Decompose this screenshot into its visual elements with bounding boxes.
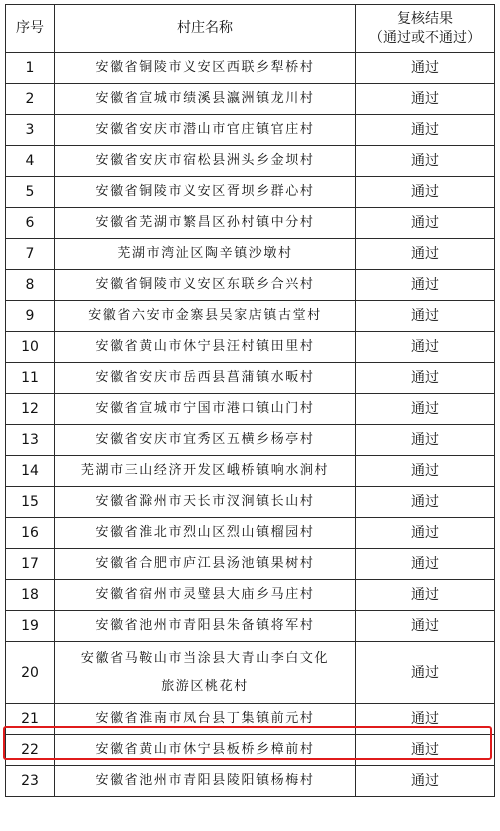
- table-row: [6, 146, 495, 177]
- village-name: 安徽省安庆市岳西县菖蒲镇水畈村: [55, 363, 356, 394]
- review-result: 通过: [356, 177, 495, 208]
- row-number: 13: [6, 425, 55, 456]
- review-result: 通过: [356, 301, 495, 332]
- table-row: [6, 301, 495, 332]
- village-name: 安徽省宣城市绩溪县瀛洲镇龙川村: [55, 84, 356, 115]
- village-name: 芜湖市湾沚区陶辛镇沙墩村: [55, 239, 356, 270]
- table-row: [6, 270, 495, 301]
- row-number: 4: [6, 146, 55, 177]
- row-number: 23: [6, 766, 55, 797]
- table-row-highlighted: [6, 704, 495, 735]
- review-result: 通过: [356, 270, 495, 301]
- village-name: 安徽省六安市金寨县吴家店镇古堂村: [55, 301, 356, 332]
- village-name: 安徽省宿州市灵璧县大庙乡马庄村: [55, 580, 356, 611]
- village-name: 安徽省淮南市凤台县丁集镇前元村: [55, 704, 356, 735]
- row-number: 18: [6, 580, 55, 611]
- table-row: [6, 487, 495, 518]
- village-name-line1: 安徽省马鞍山市当涂县大青山李白文化: [80, 650, 330, 666]
- header-result-line1: 复核结果: [397, 10, 453, 27]
- table-row: [6, 642, 495, 704]
- village-name: 安徽省滁州市天长市汊涧镇长山村: [55, 487, 356, 518]
- review-result: 通过: [356, 239, 495, 270]
- table-row: [6, 766, 495, 797]
- row-number: 9: [6, 301, 55, 332]
- review-result: 通过: [356, 642, 495, 704]
- village-name: 安徽省铜陵市义安区东联乡合兴村: [55, 270, 356, 301]
- village-name: [55, 642, 356, 704]
- village-name: 安徽省池州市青阳县陵阳镇杨梅村: [55, 766, 356, 797]
- table-row: [6, 518, 495, 549]
- village-name: 安徽省芜湖市繁昌区孙村镇中分村: [55, 208, 356, 239]
- table-row: [6, 332, 495, 363]
- table-row: [6, 425, 495, 456]
- review-result: 通过: [356, 146, 495, 177]
- village-name: 安徽省铜陵市义安区胥坝乡群心村: [55, 177, 356, 208]
- row-number: 2: [6, 84, 55, 115]
- village-name-line2: 旅游区桃花村: [161, 678, 249, 694]
- village-name: 安徽省安庆市宜秀区五横乡杨亭村: [55, 425, 356, 456]
- row-number: 15: [6, 487, 55, 518]
- row-number: 22: [6, 735, 55, 766]
- row-number: 6: [6, 208, 55, 239]
- village-name: 安徽省池州市青阳县朱备镇将军村: [55, 611, 356, 642]
- village-name: 安徽省黄山市休宁县板桥乡樟前村: [55, 735, 356, 766]
- review-result: 通过: [356, 549, 495, 580]
- table-row: [6, 735, 495, 766]
- review-result: 通过: [356, 611, 495, 642]
- header-seq: 序号: [6, 5, 55, 53]
- village-name: 安徽省铜陵市义安区西联乡犁桥村: [55, 53, 356, 84]
- table-row: [6, 611, 495, 642]
- review-result: 通过: [356, 766, 495, 797]
- row-number: 21: [6, 704, 55, 735]
- review-result: 通过: [356, 425, 495, 456]
- review-result: 通过: [356, 704, 495, 735]
- review-result: 通过: [356, 394, 495, 425]
- table-row: [6, 394, 495, 425]
- village-name: 安徽省安庆市潜山市官庄镇官庄村: [55, 115, 356, 146]
- table-row: [6, 549, 495, 580]
- table-row: [6, 177, 495, 208]
- row-number: 8: [6, 270, 55, 301]
- table-row: [6, 239, 495, 270]
- header-result-line2: （通过或不通过）: [369, 29, 481, 46]
- village-name: 安徽省淮北市烈山区烈山镇榴园村: [55, 518, 356, 549]
- review-result: 通过: [356, 84, 495, 115]
- village-name: 安徽省黄山市休宁县汪村镇田里村: [55, 332, 356, 363]
- table-header-row: [6, 5, 495, 53]
- table-row: [6, 84, 495, 115]
- review-result: 通过: [356, 332, 495, 363]
- village-name: 芜湖市三山经济开发区峨桥镇响水涧村: [55, 456, 356, 487]
- review-result: 通过: [356, 456, 495, 487]
- review-result: 通过: [356, 363, 495, 394]
- review-result: 通过: [356, 580, 495, 611]
- header-review-result: [356, 5, 495, 53]
- row-number: 7: [6, 239, 55, 270]
- row-number: 14: [6, 456, 55, 487]
- review-result: 通过: [356, 518, 495, 549]
- table-row: [6, 208, 495, 239]
- village-name: 安徽省合肥市庐江县汤池镇果树村: [55, 549, 356, 580]
- table-row: [6, 363, 495, 394]
- table-row: [6, 53, 495, 84]
- review-result: 通过: [356, 487, 495, 518]
- row-number: 20: [6, 642, 55, 704]
- table-row: [6, 115, 495, 146]
- row-number: 17: [6, 549, 55, 580]
- row-number: 12: [6, 394, 55, 425]
- village-review-table: [5, 4, 495, 797]
- table-row: [6, 580, 495, 611]
- row-number: 5: [6, 177, 55, 208]
- review-result: 通过: [356, 53, 495, 84]
- row-number: 10: [6, 332, 55, 363]
- village-name: 安徽省宣城市宁国市港口镇山门村: [55, 394, 356, 425]
- table-row: [6, 456, 495, 487]
- row-number: 3: [6, 115, 55, 146]
- row-number: 19: [6, 611, 55, 642]
- row-number: 1: [6, 53, 55, 84]
- review-result: 通过: [356, 208, 495, 239]
- row-number: 16: [6, 518, 55, 549]
- review-result: 通过: [356, 735, 495, 766]
- review-result: 通过: [356, 115, 495, 146]
- header-village-name: 村庄名称: [55, 5, 356, 53]
- row-number: 11: [6, 363, 55, 394]
- village-name: 安徽省安庆市宿松县洲头乡金坝村: [55, 146, 356, 177]
